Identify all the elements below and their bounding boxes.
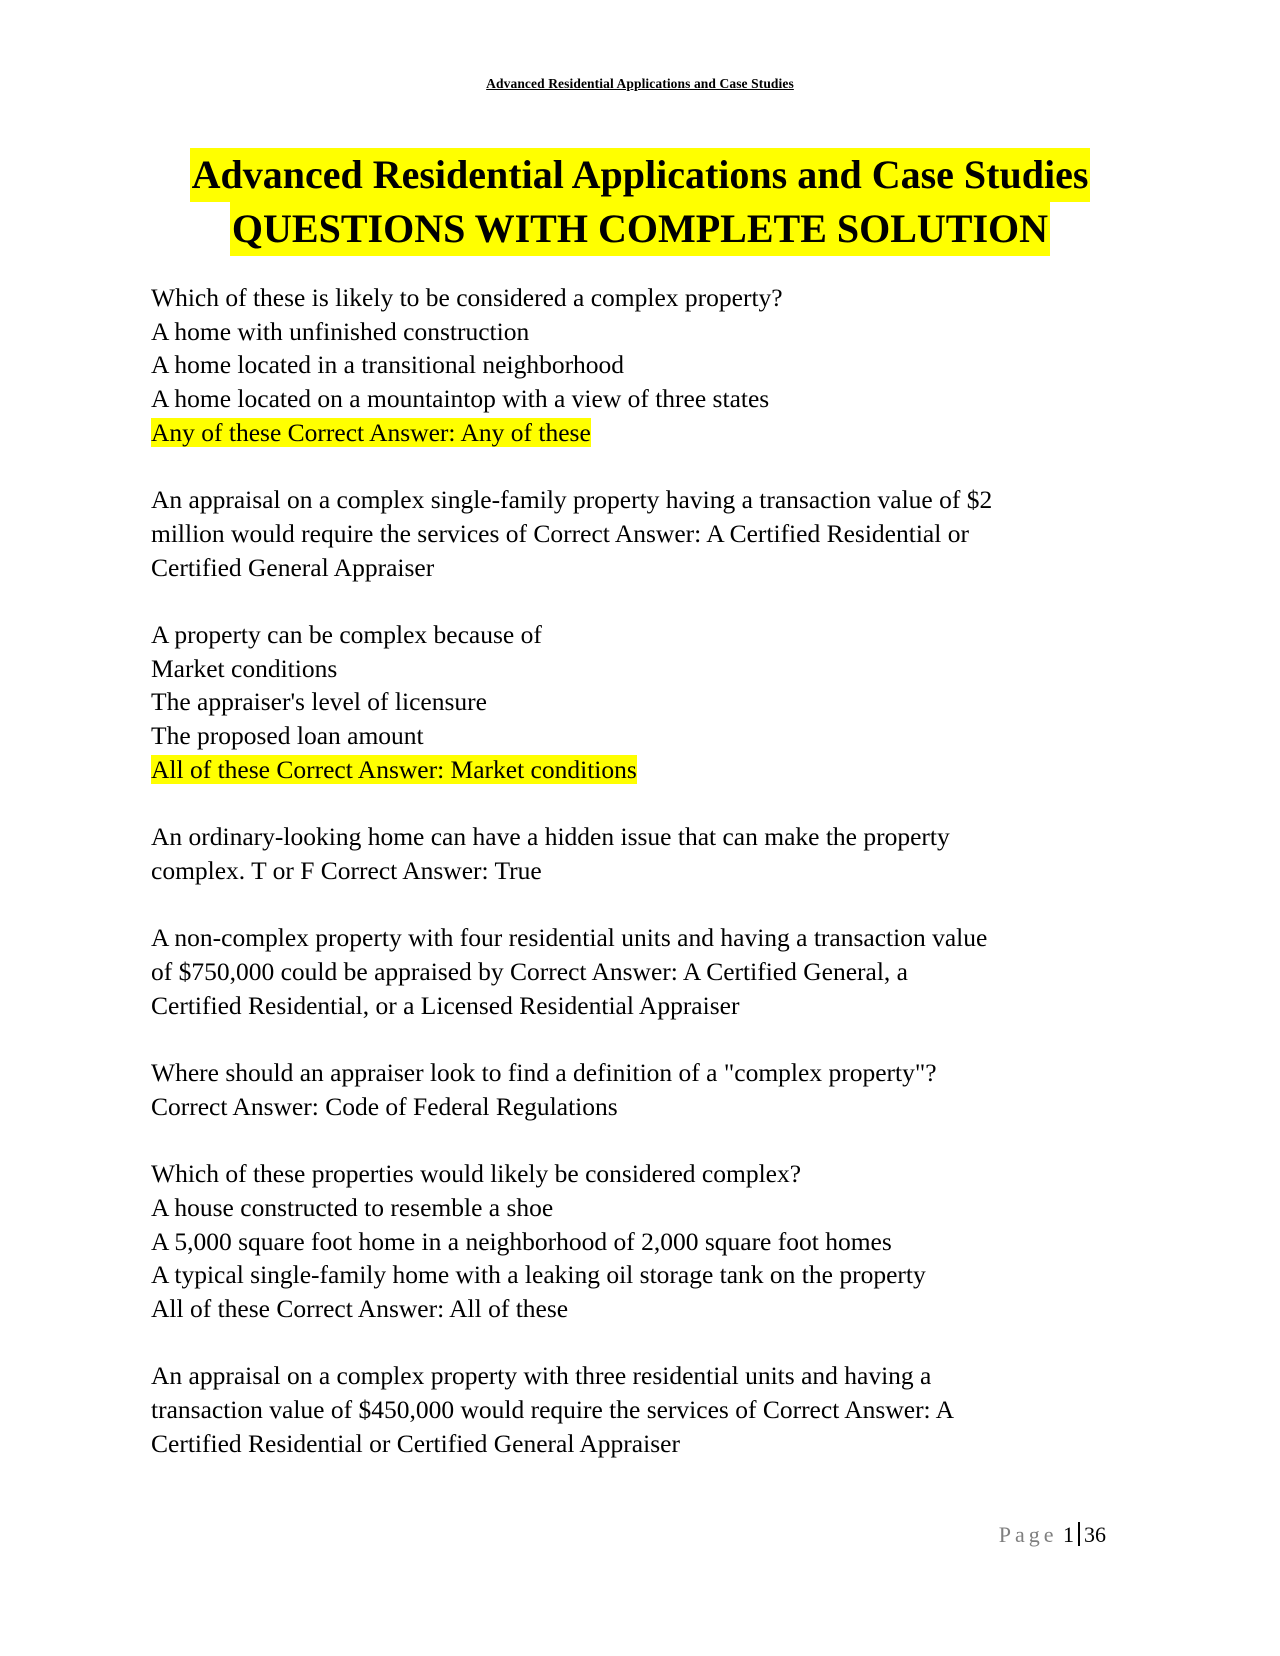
question-text: Which of these is likely to be considered a complex property?: [151, 283, 783, 312]
question-text: An appraisal on a complex single-family property having a transaction value of $2: [151, 485, 993, 515]
answer-option: A home located in a transitional neighborhood: [151, 350, 625, 380]
question-block: [151, 921, 1131, 1022]
question-text: Where should an appraiser look to find a definition of a "complex property"?: [151, 1058, 937, 1088]
question-text: Which of these properties would likely be considered complex?: [151, 1159, 802, 1189]
question-block: [151, 483, 1131, 584]
title-line-2: QUESTIONS WITH COMPLETE SOLUTION: [230, 202, 1050, 256]
page-label: Page: [998, 1522, 1058, 1547]
page-separator: [1078, 1522, 1080, 1546]
page-number: 1: [1063, 1522, 1074, 1547]
answer-option: A typical single-family home with a leaking oil storage tank on the property: [151, 1260, 926, 1290]
question-block: [151, 820, 1131, 887]
answer-option: The proposed loan amount: [151, 721, 424, 751]
answer-option: A home with unfinished construction: [151, 316, 530, 346]
question-block: [151, 1359, 1131, 1460]
question-list: [151, 281, 1131, 1494]
question-text: transaction value of $450,000 would require the services of Correct Answer: A: [151, 1395, 955, 1425]
question-block: [151, 1157, 1131, 1326]
question-text: Correct Answer: Code of Federal Regulations: [151, 1091, 618, 1121]
question-text: Certified Residential or Certified General Appraiser: [151, 1428, 680, 1458]
question-text: complex. T or F Correct Answer: True: [151, 855, 542, 885]
question-block: [151, 1056, 1131, 1123]
answer-option: Market conditions: [151, 653, 338, 683]
question-text: A non-complex property with four residential units and having a transaction value: [151, 923, 988, 953]
question-block: [151, 618, 1131, 787]
highlighted-answer: All of these Correct Answer: Market conditions: [151, 754, 637, 784]
page-footer: [900, 1522, 1106, 1548]
answer-option: The appraiser's level of licensure: [151, 687, 487, 717]
document-title: [0, 148, 1280, 256]
answer-option: All of these Correct Answer: All of these: [151, 1294, 569, 1323]
question-text: A property can be complex because of: [151, 620, 542, 649]
question-text: Certified Residential, or a Licensed Residential Appraiser: [151, 990, 740, 1020]
question-text: An appraisal on a complex property with three residential units and having a: [151, 1361, 932, 1391]
question-text: An ordinary-looking home can have a hidden issue that can make the property: [151, 822, 950, 852]
question-block: [151, 281, 1131, 450]
running-header: Advanced Residential Applications and Case Studies: [486, 76, 794, 91]
question-text: Certified General Appraiser: [151, 552, 435, 582]
total-pages: 36: [1084, 1522, 1106, 1547]
question-text: of $750,000 could be appraised by Correct Answer: A Certified General, a: [151, 957, 908, 986]
answer-option: A house constructed to resemble a shoe: [151, 1192, 554, 1222]
title-line-1: Advanced Residential Applications and Case Studies: [190, 148, 1091, 202]
highlighted-answer: Any of these Correct Answer: Any of these: [151, 417, 591, 447]
answer-option: A 5,000 square foot home in a neighborhood of 2,000 square foot homes: [151, 1226, 892, 1256]
question-text: million would require the services of Correct Answer: A Certified Residential or: [151, 518, 969, 548]
answer-option: A home located on a mountaintop with a view of three states: [151, 384, 770, 414]
